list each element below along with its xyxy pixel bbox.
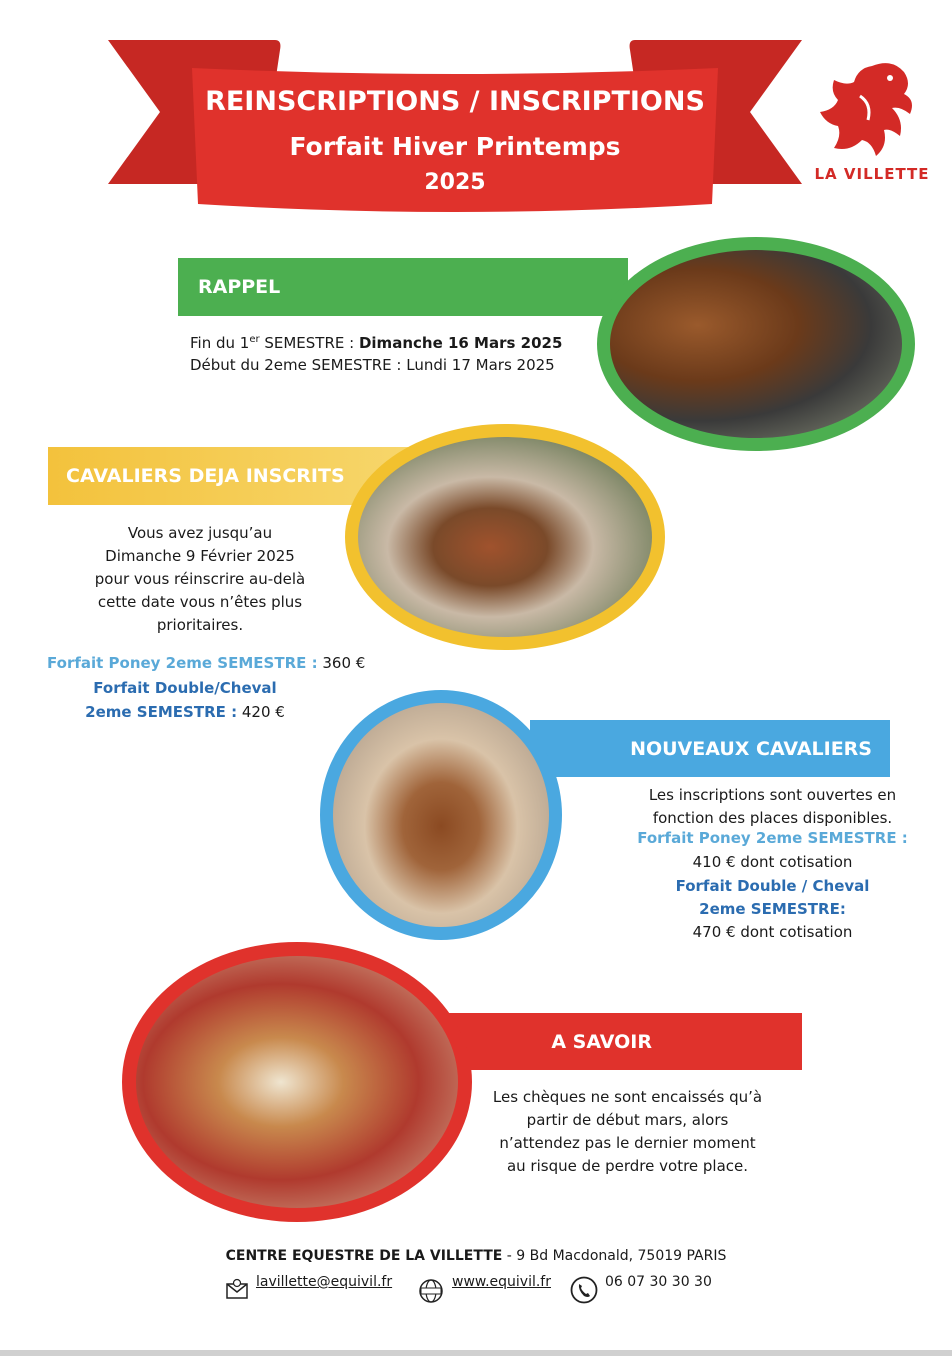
banner-subtitle: Forfait Hiver Printemps [289,132,621,161]
rearing-horse-logo [812,56,930,168]
banner-title: REINSCRIPTIONS / INSCRIPTIONS [205,86,705,117]
email-link[interactable]: lavillette@equivil.fr [256,1274,393,1290]
globe-icon [418,1278,444,1304]
website-link[interactable]: www.equivil.fr [452,1274,551,1290]
photo-children-petting-pony [122,942,472,1222]
inscrits-text: Vous avez jusqu’au Dimanche 9 Février 2025 pour vous réinscrire au-delà cette date vous n’êtes plus prioritaires. [94,524,306,634]
phone-icon [570,1276,598,1304]
phone-number: 06 07 30 30 30 [605,1274,712,1290]
nouveaux-poney-label: Forfait Poney 2eme SEMESTRE : [637,829,908,847]
ribbon-banner [100,36,810,226]
savoir-heading: A SAVOIR [551,1030,652,1053]
savoir-band [430,1013,802,1070]
nouveaux-poney-price: 410 € dont cotisation [692,853,853,871]
savoir-text: Les chèques ne sont encaissés qu’à partir de début mars, alors n’attendez pas le dernier moment au risque de perdre votre place. [492,1088,763,1175]
rappel-line2: Début du 2eme SEMESTRE : Lundi 17 Mars 2025 [190,356,555,374]
photo-rider-with-pony [597,237,915,451]
rappel-heading: RAPPEL [198,276,281,298]
inscrits-heading: CAVALIERS DEJA INSCRITS [66,465,345,487]
nouveaux-text: Les inscriptions sont ouvertes en fonction des places disponibles. [648,786,897,827]
photo-child-riding-pony [320,690,562,940]
inscrits-double-label: Forfait Double/Cheval [93,679,277,697]
logo-text: LA VILLETTE [814,165,930,183]
nouveaux-double-price: 470 € dont cotisation [692,923,853,941]
nouveaux-heading: NOUVEAUX CAVALIERS [630,737,872,760]
nouveaux-band [530,720,890,777]
nouveaux-double-label: Forfait Double / Cheval [675,877,870,895]
rappel-line1: Fin du 1er SEMESTRE : Dimanche 16 Mars 2025 [190,334,563,352]
banner-year: 2025 [424,170,486,195]
footer-address: CENTRE EQUESTRE DE LA VILLETTE - 9 Bd Macdonald, 75019 PARIS [225,1248,727,1264]
inscrits-double-price: 2eme SEMESTRE : 420 € [85,703,285,721]
page-bottom-border [0,1350,952,1356]
nouveaux-double-label2: 2eme SEMESTRE: [699,900,846,918]
photo-pony-jumping [345,424,665,650]
inscrits-band [48,447,408,505]
rappel-band [178,258,628,316]
mail-icon [225,1278,249,1302]
inscrits-poney-price: Forfait Poney 2eme SEMESTRE : 360 € [47,654,366,672]
